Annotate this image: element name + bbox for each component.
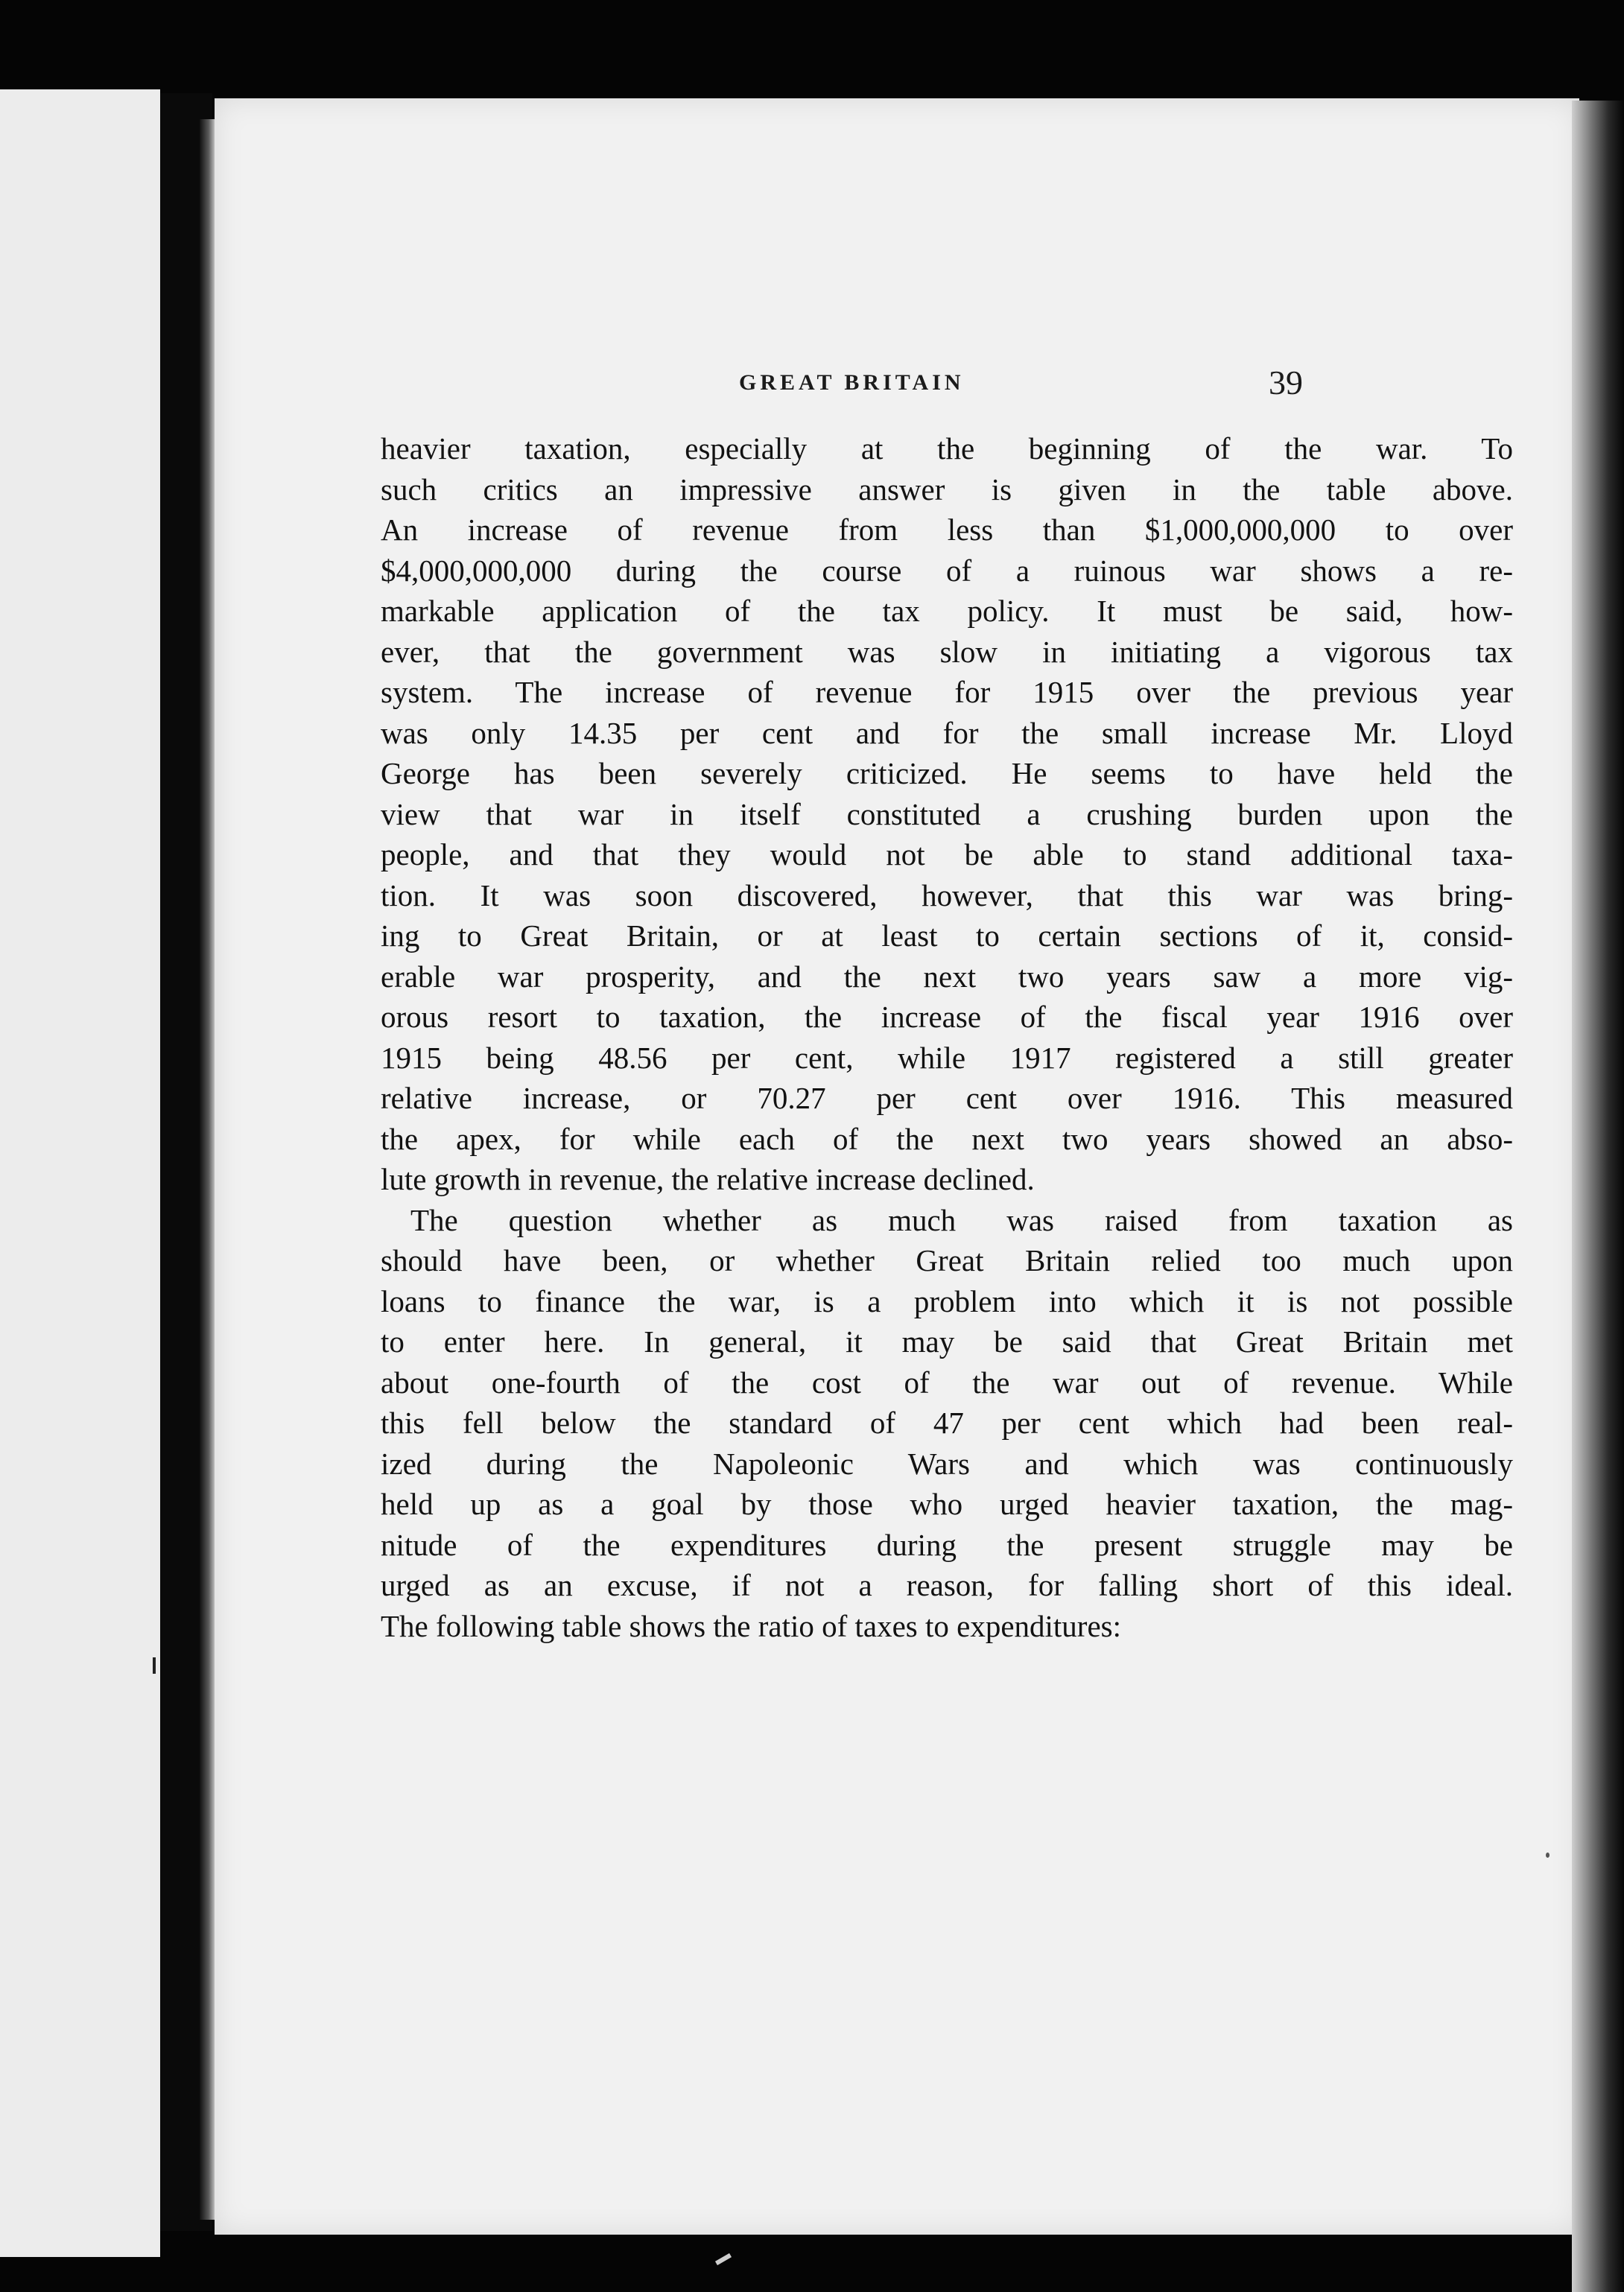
facing-page-edge [0,89,160,2257]
text-line: should have been, or whether Great Britain relied too much upon [381,1243,1513,1277]
text-line: loans to finance the war, is a problem into which it is not possible [381,1283,1513,1318]
text-line: orous resort to taxation, the increase of the fiscal year 1916 over [381,1000,1513,1034]
text-line: was only 14.35 per cent and for the small increase Mr. Lloyd [381,715,1513,750]
text-line: urged as an excuse, if not a reason, for falling short of this ideal. [381,1568,1513,1602]
paragraph-1 [381,428,1513,1200]
paragraph-2 [381,1200,1513,1647]
scan-artifact [1546,1853,1550,1858]
page-edge-shadow [1572,101,1624,2292]
body-text [381,428,1513,1646]
text-line: ever, that the government was slow in initiating a vigorous tax [381,634,1513,669]
text-line: about one-fourth of the cost of the war out of revenue. While [381,1365,1513,1400]
text-line: George has been severely criticized. He seems to have held the [381,756,1513,790]
text-line: this fell below the standard of 47 per cent which had been real- [381,1406,1513,1440]
text-line: markable application of the tax policy. It must be said, how- [381,594,1513,628]
text-line: to enter here. In general, it may be said that Great Britain met [381,1324,1513,1359]
book-page [215,98,1579,2235]
text-line: erable war prosperity, and the next two years saw a more vig- [381,959,1513,994]
text-line: such critics an impressive answer is given in the table above. [381,472,1513,507]
text-line: held up as a goal by those who urged heavier taxation, the mag- [381,1487,1513,1521]
text-line: relative increase, or 70.27 per cent over 1916. This measured [381,1081,1513,1115]
spine-gradient [200,119,215,2220]
text-line: view that war in itself constituted a crushing burden upon the [381,796,1513,831]
scan-artifact [153,1657,156,1674]
text-line: people, and that they would not be able to stand additional taxa- [381,837,1513,872]
text-line: 1915 being 48.56 per cent, while 1917 registered a still greater [381,1040,1513,1075]
page-number: 39 [1269,364,1303,401]
text-line: ing to Great Britain, or at least to certain sections of it, consid- [381,918,1513,953]
text-line: system. The increase of revenue for 1915 over the previous year [381,675,1513,709]
text-line: ized during the Napoleonic Wars and which was continuously [381,1446,1513,1481]
text-line: heavier taxation, especially at the beginning of the war. To [381,431,1513,466]
text-line: The question whether as much was raised from taxation as [410,1202,1513,1237]
text-line: lute growth in revenue, the relative increase declined. [381,1162,1035,1196]
running-title: GREAT BRITAIN [739,370,965,395]
text-line: $4,000,000,000 during the course of a ruinous war shows a re- [381,553,1513,588]
text-line: nitude of the expenditures during the present struggle may be [381,1527,1513,1562]
text-line: The following table shows the ratio of taxes to expenditures: [381,1608,1122,1643]
text-line: the apex, for while each of the next two years showed an abso- [381,1121,1513,1156]
text-line: An increase of revenue from less than $1,000,000,000 to over [381,512,1513,547]
text-line: tion. It was soon discovered, however, that this war was bring- [381,877,1513,912]
